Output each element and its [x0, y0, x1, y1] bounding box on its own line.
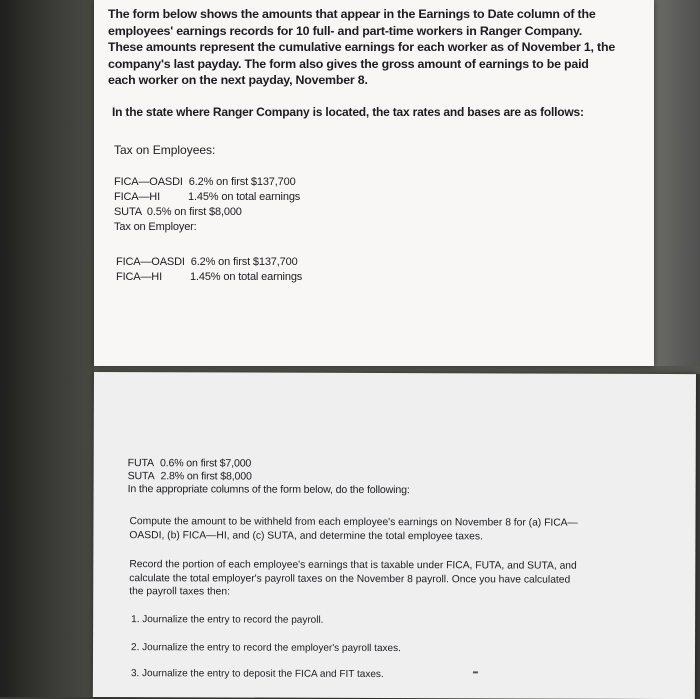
intro-paragraph: The form below shows the amounts that appear in the Earnings to Date column of the employees' earnings records for 10 full- and part-time workers in Ranger Company. These amounts represent the cumulative earnings for each worker as of November 1, the company's last payday. The form also gives the gross amount of earnings to be paid each worker on the next payday, November 8.: [108, 7, 616, 87]
tax-label: SUTA: [114, 206, 142, 218]
employee-tax-list: [114, 175, 300, 235]
rates-intro: In the state where Ranger Company is located, the tax rates and bases are as follows:: [112, 105, 584, 119]
tax-row-fica-hi: [116, 270, 302, 285]
tax-value: 2.8% on first $8,000: [160, 470, 252, 483]
tax-row-suta: [128, 470, 410, 484]
background-right: [654, 0, 700, 366]
tax-label: FICA—HI: [114, 191, 161, 203]
tax-row-fica-oasdi: [114, 175, 300, 190]
tax-label: FICA—HI: [116, 271, 163, 283]
tax-value: 6.2% on first $137,700: [190, 256, 298, 268]
tax-row-futa: [128, 457, 410, 471]
compute-instructions: Compute the amount to be withheld from each employee's earnings on November 8 for (a) FICA—OASDI, (b) FICA—HI, and (c) SUTA, and determine the total employee taxes.: [129, 516, 578, 542]
employer-heading: Tax on Employer:: [114, 221, 197, 233]
columns-intro: In the appropriate columns of the form below, do the following:: [127, 483, 410, 497]
tax-label: FICA—OASDI: [116, 256, 185, 268]
employer-tax-list-bottom: [128, 457, 410, 497]
document-page-top: [94, 0, 654, 366]
tax-row-fica-hi: [114, 190, 300, 205]
tax-value: 1.45% on total earnings: [188, 191, 301, 203]
record-instructions: Record the portion of each employee's earnings that is taxable under FICA, FUTA, and SUTA, and calculate the total employer's payroll taxes on the November 8 payroll. Once you have calculated the payroll taxes then:: [129, 559, 577, 598]
tax-value: 6.2% on first $137,700: [188, 176, 296, 188]
employees-heading: Tax on Employees:: [114, 143, 216, 157]
tax-label: FUTA: [127, 457, 154, 470]
tax-row-suta: [114, 205, 300, 220]
step-3: 3. Journalize the entry to deposit the FICA and FIT taxes.: [130, 668, 384, 681]
stray-mark: [473, 671, 478, 673]
tax-label: SUTA: [127, 470, 155, 483]
background-left: [0, 0, 96, 697]
employer-tax-list-top: [116, 255, 302, 285]
tax-value: 0.5% on first $8,000: [146, 206, 242, 218]
tax-value: 0.6% on first $7,000: [159, 457, 252, 470]
step-1: 1. Journalize the entry to record the payroll.: [131, 614, 324, 626]
document-page-bottom: [93, 372, 696, 699]
tax-row-fica-oasdi: [116, 255, 302, 270]
step-2: 2. Journalize the entry to record the employer's payroll taxes.: [131, 642, 401, 655]
tax-label: FICA—OASDI: [114, 176, 183, 188]
tax-value: 1.45% on total earnings: [190, 271, 303, 283]
